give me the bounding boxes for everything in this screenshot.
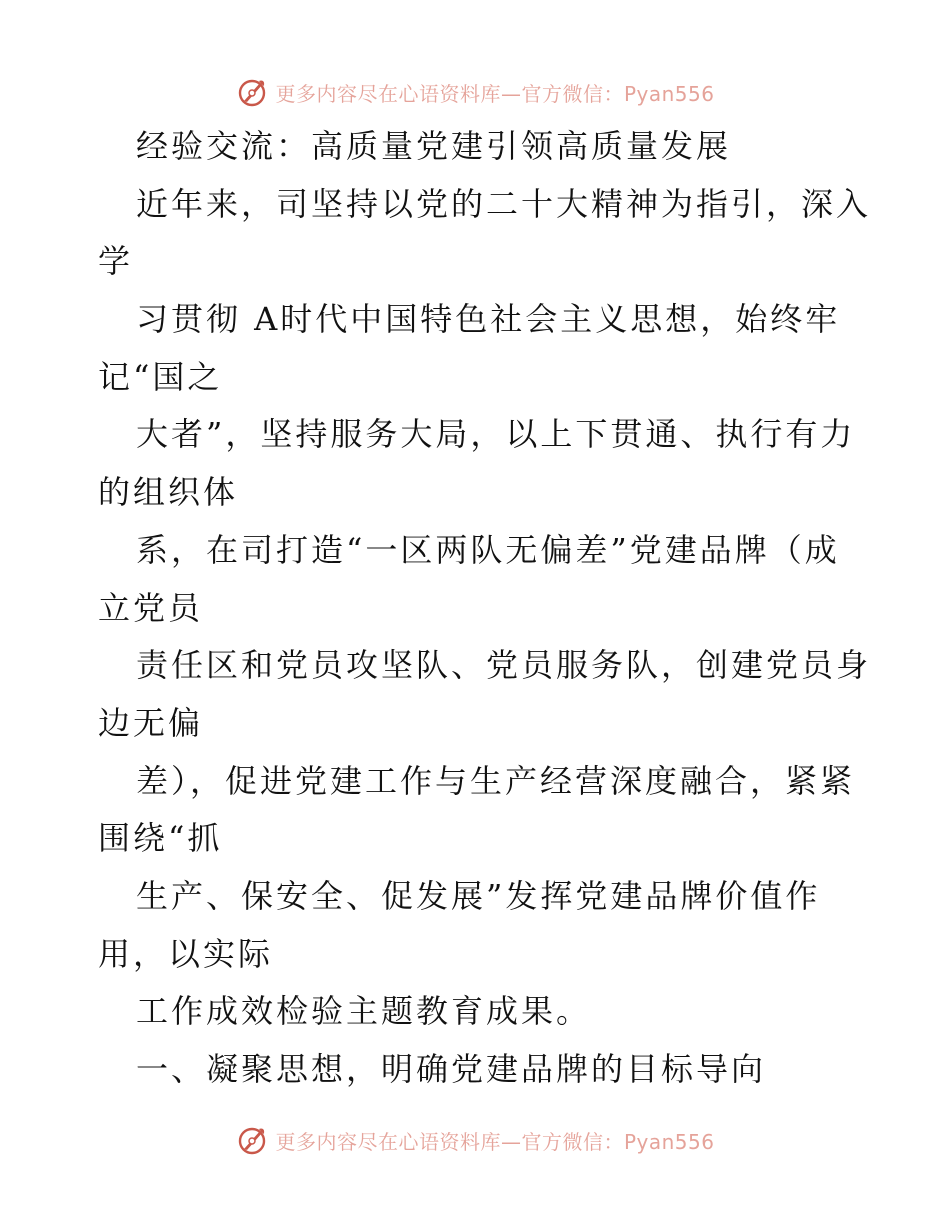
doc-line: 责任区和党员攻坚队、党员服务队，创建党员身 — [136, 646, 872, 685]
doc-line: 学 — [98, 242, 134, 281]
header-watermark — [0, 72, 950, 112]
doc-line: 近年来，司坚持以党的二十大精神为指引，深入 — [136, 184, 872, 223]
doc-line: 一、凝聚思想，明确党建品牌的目标导向 — [136, 1050, 767, 1088]
document-body — [0, 118, 950, 1099]
quill-logo-icon — [235, 75, 269, 109]
footer-watermark-text: 更多内容尽在心语资料库—官方微信：Pyan556 — [275, 1129, 715, 1154]
doc-line: 边无偏 — [98, 703, 204, 742]
doc-line: 生产、保安全、促发展”发挥党建品牌价值作 — [136, 876, 821, 915]
quill-logo-icon — [235, 1123, 269, 1157]
doc-line: 习贯彻 A时代中国特色社会主义思想，始终牢 — [136, 300, 841, 339]
doc-line: 立党员 — [98, 588, 204, 627]
doc-line: 的组织体 — [98, 473, 239, 512]
doc-line: 经验交流：高质量党建引领高质量发展 — [136, 127, 732, 165]
doc-line: 围绕“抓 — [98, 819, 223, 858]
doc-line: 系，在司打造“一区两队无偏差”党建品牌（成 — [136, 530, 840, 569]
doc-line: 记“国之 — [98, 357, 223, 396]
doc-line: 差），促进党建工作与生产经营深度融合，紧紧 — [136, 761, 856, 800]
footer-watermark — [0, 1120, 950, 1160]
doc-line: 用，以实际 — [98, 934, 274, 973]
header-watermark-text: 更多内容尽在心语资料库—官方微信：Pyan556 — [275, 81, 715, 106]
doc-line: 大者”，坚持服务大局，以上下贯通、执行有力 — [136, 415, 856, 454]
doc-line: 工作成效检验主题教育成果。 — [136, 992, 592, 1031]
